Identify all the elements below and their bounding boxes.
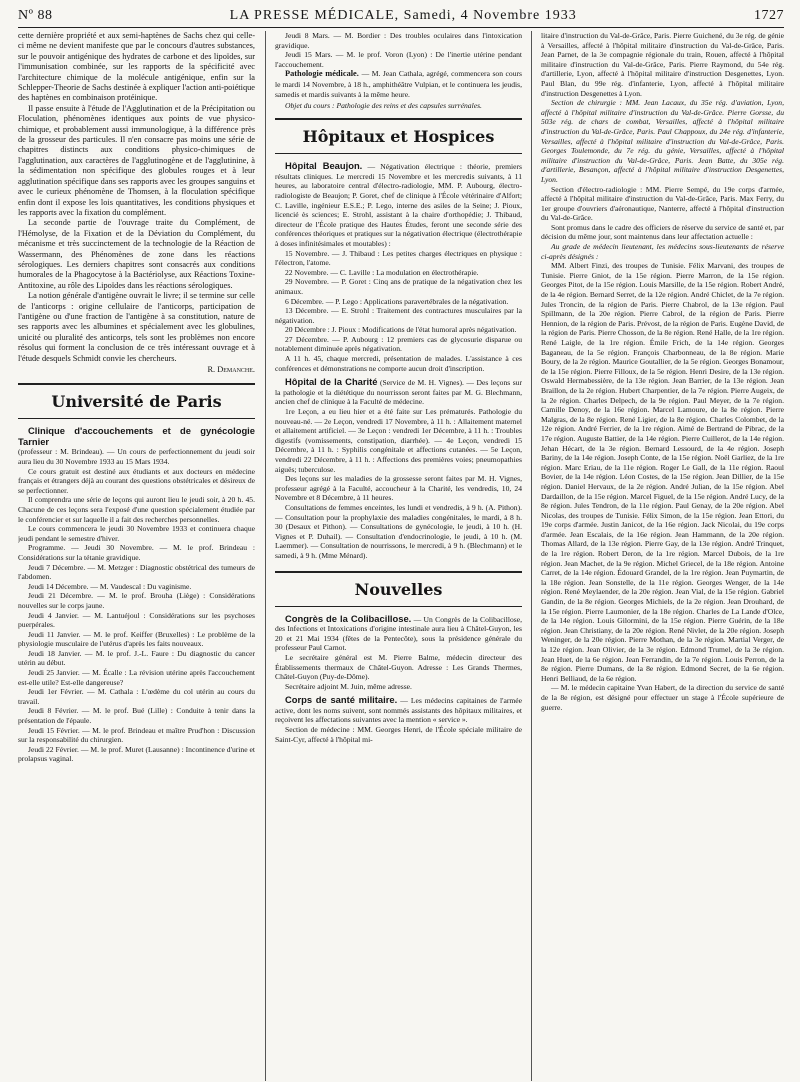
- paragraph: Sont promus dans le cadre des officiers de réserve du service de santé et, par décision du même jour, sont maintenus dans leur affectation actuelle :: [541, 222, 784, 242]
- paragraph: A 11 h. 45, chaque mercredi, présentation de malades. L'assistance à ces conférences et démonstrations ne comporte aucun droit d'inscription.: [275, 354, 522, 373]
- column-middle: [266, 31, 532, 1081]
- paragraph: (professeur : M. Brindeau). — Un cours de perfectionnement du jeudi soir aura lieu du 30 Novembre 1933 au 15 Mars 1934.: [18, 447, 255, 466]
- subsection-title-beaujon: Hôpital Beaujon.: [285, 160, 363, 172]
- issue-number: Nº 88: [18, 8, 53, 23]
- paragraph: Section de médecine : MM. Georges Henri, de l'École spéciale militaire de Saint-Cyr, affecté à l'hôpital mi-: [275, 725, 522, 744]
- column-right: [532, 31, 784, 1081]
- page-number: 1727: [754, 8, 784, 23]
- subsection-title-pathologie: Pathologie médicale.: [285, 69, 359, 79]
- program-item: Jeudi 21 Décembre. — M. le prof. Brouha (Liège) : Considérations nouvelles sur le corps jaune.: [18, 591, 255, 610]
- section-heading-nouvelles: Nouvelles: [275, 571, 522, 607]
- paragraph: La seconde partie de l'ouvrage traite du Complément, de l'Hémolyse, de la Fixation et de la Déviation du Complément, du mécanisme et très succinctement de la technologie de la Réaction de Wassermann, des Phénomènes de zone dans les réactions sérologiques. Les derniers chapitres sont consacrés aux conditions humorales de la Phagocytose à la Bactériolyse, aux Réactions Toxine-Antitoxine, au rôle des Lipoïdes dans les réactions sérologiques.: [18, 218, 255, 290]
- paragraph: (Service de M. H. Vignes). — Des leçons sur la pathologie et la diététique du nourrisson seront faites par M. G. Blechmann, ancien chef de clinique à la Faculté de médecine.: [275, 378, 522, 407]
- author-signature: R. Demanche.: [207, 365, 255, 374]
- column-left: [18, 31, 266, 1081]
- program-item: Jeudi 8 Février. — M. le prof. Bué (Lille) : Conduite à tenir dans la présentation de l'épaule.: [18, 706, 255, 726]
- subsection-title-colibacillose: Congrès de la Colibacillose.: [285, 612, 412, 624]
- paragraph: cette dernière propriété et aux semi-haptènes de Sachs chez qui celle-ci même ne devient manifeste que par le concours d'autres substances, sur le pouvoir antigénique des hydrates de carbone et des lipoïdes, sur l'immunisation combinée, sur les rapports de la spécificité avec l'architecture chimique de la molécule antigénique, enfin sur la Schlepper-Theorie de Sachs destinée à expliquer l'action anti-poiétique des haptènes en combinaison protéinique.: [18, 31, 255, 103]
- lecture-item: 29 Novembre. — P. Goret : Cinq ans de pratique de la négativation chez les animaux.: [275, 277, 522, 296]
- program-item: Jeudi 11 Janvier. — M. le prof. Keiffer (Bruxelles) : Le problème de la physiologie musculaire de l'utérus d'après les faits nouveaux.: [18, 629, 255, 649]
- lecture-item: 15 Novembre. — J. Thibaud : Les petites charges électriques en physique : l'électron, l'atome.: [275, 248, 522, 268]
- paragraph: La notion générale d'antigène ouvrait le livre; il se termine sur celle de l'anticorps : origine cellulaire de l'anticorps, participation de l'antigène ou d'une fraction de l'antigène à sa constitution, nature de ses rapports avec les albumines et spécialement avec les globulines, unicité ou pluralité des anticorps, tels sont les problèmes non encore résolus qui forment la conclusion de ce très intéressant ouvrage et à l'étude desquels Schmidt convie les chercheurs.: [18, 291, 255, 363]
- paragraph: Il comprendra une série de leçons qui auront lieu le jeudi soir, à 20 h. 45. Chacune de ces leçons sera l'exposé d'une question spécialement étudiée par le conférencier et sur laquelle il a fait des recherches personnelles.: [18, 495, 255, 524]
- subsection-title-corps-sante: Corps de santé militaire.: [285, 694, 398, 706]
- subsection-title-charite: Hôpital de la Charité: [285, 376, 378, 388]
- paragraph: Des leçons sur les maladies de la grossesse seront faites par M. H. Vignes, professeur agrégé à la Faculté, accoucheur à la Charité, les vendredis, 10, 24 Novembre et 8 Décembre, à 11 heures.: [275, 474, 522, 503]
- program-item: Jeudi 4 Janvier. — M. Lantuéjoul : Considérations sur les psychoses puerpérales.: [18, 610, 255, 630]
- paragraph: — Un Congrès de la Colibacillose, des Infections et Intoxications d'origine intestinale aura lieu à Châtel-Guyon, les 20 et 21 Mai 1934 (fêtes de la Pentecôte), sous la présidence générale du professeur Paul Carnot.: [275, 614, 523, 653]
- paragraph: Le secrétaire général est M. Pierre Balme, médecin directeur des Établissements thermaux de Châtel-Guyon. Adresse : Les Grands Thermes, Châtel-Guyon (Puy-de-Dôme).: [275, 652, 522, 682]
- paragraph: Secrétaire adjoint M. Juin, même adresse.: [285, 681, 412, 691]
- program-item: Jeudi 18 Janvier. — M. le prof. J.-L. Faure : Du diagnostic du cancer utérin au début.: [18, 648, 255, 668]
- course-object: Objet du cours : Pathologie des reins et des capsules surrénales.: [285, 100, 482, 110]
- lecture-item: 27 Décembre. — P. Aubourg : 12 premiers cas de glycosurie disparue ou notablement diminuée après négativation.: [275, 334, 522, 354]
- paragraph: Section de chirurgie : MM. Jean Lacaux, du 35e rég. d'aviation, Lyon, affecté à l'hôpital militaire d'instruction du Val-de-Grâce. Pierre Gorsse, du 503e rég. de chars de combat, Versailles, affecté à l'hôpital militaire d'instruction du Val-de-Grâce, Paris. Paul Chappoux, du 24e rég. d'infanterie, Versailles, affecté à l'hôpital militaire d'instruction du Val-de-Grâce, Paris. Georges Toulemonde, du 7e rég. du génie, Versailles, affecté à l'hôpital militaire d'instruction du Val-de-Grâce, Paris. Jean Batte, du 305e rég. d'artillerie, Besançon, affecté à l'hôpital militaire d'instruction Desgenettes, Lyon.: [541, 98, 784, 184]
- program-item: Jeudi 7 Décembre. — M. Metzger : Diagnostic obstétrical des tumeurs de l'abdomen.: [18, 562, 255, 582]
- section-heading-universite: Université de Paris: [18, 383, 255, 419]
- lecture-item: 6 Décembre. — P. Lego : Applications paravertébrales de la négativation.: [285, 296, 509, 306]
- lecture-item: 13 Décembre. — E. Strohl : Traitement des contractures musculaires par la négativation.: [275, 306, 522, 325]
- paragraph: Consultations de femmes enceintes, les lundi et vendredis, à 9 h. (A. Pithon). — Consultation pour la prophylaxie des maladies congénitales, le mardi, à 8 h. 30 (Desaux et Pithon). — Consultations de gynécologie, le jeudi, à 10 h. (H. Vignes et P. Duhail). — Consultation d'endocrinologie, le jeudi, à 10 h. (M. Laemmer). — Consultation de nourrissons, le mercredi, à 9 h. (Blechmann) et le samedi, à 9 h. (Mme Ménard).: [275, 502, 522, 560]
- paragraph: — Les médecins capitaines de l'armée active, dont les noms suivent, sont nommés assistants des hôpitaux militaires, et reçoivent les affectations suivantes avec la mention « service ».: [275, 696, 523, 725]
- paragraph: — M. Jean Cathala, agrégé, commencera son cours le mardi 14 Novembre, à 18 h., amphithéâtre Vulpian, et le continuera les jeudis, samedis et mardis suivants à la même heure.: [275, 69, 522, 100]
- paragraph: — M. le médecin capitaine Yvan Habert, de la direction du service de santé de la 8e région, est désigné pour effectuer un stage à l'École supérieure de guerre.: [541, 683, 784, 712]
- masthead: [18, 0, 784, 28]
- paragraph: — Négativation électrique : théorie, premiers résultats cliniques. Le mercredi 15 Novembre et les mercredis suivants, à 11 heures, au laboratoire central d'électro-radiologie, MM. P. Aubourg, électro-radiologiste de Beaujon; P. Goret, chef de clinique à l'École vétérinaire d'Alfort; C. Laville, ingénieur E.S.E.; P. Lego, interne des asiles de la Seine; J. Pioux, licencié ès sciences; E. Strohl, assistant à la chaire d'orthopédie; J. Thibaud, directeur de l'École pratique des Hautes Études, feront une seconde série des conférences théoriques et pratiques sur la négativation électrique (électrothérapie à doses infinitésimales et moutables) :: [275, 162, 522, 248]
- promotion-list: MM. Albert Finzi, des troupes de Tunisie. Félix Marvani, des troupes de Tunisie. Pierre Gniot, de la 15e région. Pierre Marron, de la 15e région. Georges Pitot, de la 15e région. Louis Marsille, de la 15e région. Robert André, de la 4e région. Bernard Serret, de la 12e région. André Chiclet, de la 7e région. Jules Troncin, de la région de Paris. Pierre Chabrol, de la 13e région. Paul Spillmann, de la 20e région. Pierre Cabrol, de la région de Paris. Pierre Hennion, de la région de Paris. Prévost, de la région de Paris. Eugène David, de la région de Paris. Pierre Chosson, de la 8e région. René Halle, de la 1re région. René Laigle, de la 1re région. Émile Frich, de la 14e région. Georges Baganeau, de la 5e région. François Charbonneau, de la 8e région. Marie Boury, de la 2e région. Maurice Goutallier, de la 5e région. Georges Bonamour, de la 15e région. Pierre Filloux, de la 5e région. Henri Desire, de la 13e région. Oswald Hermabessière, de la 13e région. Jean Barrier, de la 13e région. Jean Braillon, de la 2e région. Hubert Charpentier, de la 7e région. Pierre Augeix, de la 2e région. Charles Delpech, de la 9e région. Paul Meyer, de la 7e région. Camille Denoy, de la 16e région. Marcel Lamoure, de la 8e région. Pierre Malgras, de la 8e région. René Ligier, de la 8e région. Charles Colombet, de la 12e région. André Ferrier, de la 1re région. Aimé de Bertrand de Pibrac, de la 17e région. Auguste Battier, de la 14e région. Pierre Cuillerot, de la 14e région. Jehan Hécart, de la 3e région. Bernard Lessourd, de la 4e région. Joseph Bariny, de la 14e région. Joseph Conte, de la 15e région. Noël Garliez, de la 1re région. Marc Eriau, de la 11e région. Roger Le Gall, de la 11e région. Raoul Bovier, de la 14e région. Léon Costes, de la 15e région. Jean Dillier, de la 15e région. Daniel Hervaux, de la 2e région. André Julian, de la 15e région. Abel Dardaillon, de la 15e région. Marcel Figuel, de la 15e région. André Lucy, de la 8e région. Jules Tendron, de la 11e région. Paul Genay, de la 20e région. Abel Nicolas, des troupes de Tunisie. Félix Simon, de la 15e région. Jean Ettori, du 19e corps d'armée. Justin Janicot, de la 16e région. Jack Nicolai, du 19e corps d'armée. Jean Escalais, de la 16e région. Jean Hammann, de la 20e région. Thomas Allard, de la 13e région. Pierre Gay, de la 13e région. André Trinquet, de la 1re région. Robert Deron, de la 1re région. Marcel Dubois, de la 1re région. Jean Machet, de la 9e région. Michel Griecel, de la 18e région. Antoine Carret, de la 14e région. Édouard Grandel, de la 1re région. Jean Puymartin, de la 18e région. Jean Sonstelle, de la 11e région. Georges Wenger, de la 14e région. René Meylaender, de la 20e région. Jean Vial, de la 15e région. Gabriel Gandin, de la 8e région. Georges Michiels, de la 2e région. Jean Drouhard, de la 15e région. Pierre Laumonier, de la 18e région. Charles de La Lande d'Olce, de la 14e région. Louis Gilormini, de la 15e région. Pierre Guérin, de la 18e région. Jean Christiany, de la 20e région. René Nivlet, de la 20e région. Joseph Weninger, de la 20e région. Pierre Mothan, de la 3e région. Martial Verger, de la 12e région. Jean Olivier, de la 3e région. Edmond Trumel, de la 3e région. Jean Huet, de la 6e région. Jean Ferrandin, de la 7e région. Louis Perron, de la 8e région. Pierre Dumans, de la 8e région. Edmond Secret, de la 6e région. Henri Belliaud, de la 6e région.: [541, 261, 784, 683]
- paragraph: Le cours commencera le jeudi 30 Novembre 1933 et continuera chaque jeudi pendant le semestre d'hiver.: [18, 524, 255, 543]
- program-item: Jeudi 1er Février. — M. Cathala : L'œdème du col utérin au cours du travail.: [18, 687, 255, 706]
- paragraph: 1re Leçon, a eu lieu hier et a été faite sur Les prématurés. Pathologie du nouveau-né. — 2e Leçon, vendredi 17 Novembre, à 11 h. : Allaitement maternel et allaitement artificiel. — 3e Leçon : vendredi 1er Décembre, à 11 h. : Troubles digestifs (vomissements, constipation, diarrhée). — 4e Leçon, vendredi 15 Décembre, à 11 h. : Syphilis congénitale et affections cutanées. — 5e Leçon, vendredi 22 Décembre, à 11 h. : Affections des premières voies; pneumopathies aiguës; tuberculose.: [275, 407, 522, 474]
- section-heading-hopitaux: Hôpitaux et Hospices: [275, 118, 522, 154]
- columns: [18, 31, 784, 1081]
- paragraph: Il passe ensuite à l'étude de l'Agglutination et de la Précipitation ou Floculation, phénomènes identiques aux points de vue physico-chimique, et probablement aussi immunologique, à la différence près de la grosseur des particules. Il n'en consacre pas moins une série de chapitres distincts aux conditions physico-chimiques de l'agglutination, aux caractères de l'agglutinogène et de l'agglutinine, à la sédimentation non spécifique des globules rouges et à leur agglutination spécifique dans ses rapports avec les groupes sanguins et avec le curieux phénomène de Thomsen, à la floculation spécifique enfin dont il expose les lois quantitatives, les conditions physiques et les rapports avec la fixation du complément.: [18, 103, 255, 217]
- program-item: Jeudi 25 Janvier. — M. Écalle : La révision utérine après l'accouchement est-elle utile? Est-elle dangereuse?: [18, 668, 255, 687]
- lecture-item: 20 Décembre : J. Pioux : Modifications de l'état humoral après négativation.: [285, 325, 517, 335]
- program-item: Jeudi 15 Mars. — M. le prof. Voron (Lyon) : De l'inertie utérine pendant l'accouchement.: [275, 50, 522, 69]
- publication-title: LA PRESSE MÉDICALE, Samedi, 4 Novembre 1933: [229, 8, 577, 23]
- lecture-item: 22 Novembre. — C. Laville : La modulation en électrothérapie.: [285, 267, 479, 277]
- program-item: Programme. — Jeudi 30 Novembre. — M. le prof. Brindeau : Considérations sur la tétanie gravidique.: [18, 543, 255, 562]
- paragraph: Au grade de médecin lieutenant, les médecins sous-lieutenants de réserve ci-après désignés :: [541, 242, 784, 261]
- program-item: Jeudi 15 Février. — M. le prof. Brindeau et maître Prud'hon : Discussion sur la responsabilité du chirurgien.: [18, 725, 255, 745]
- paragraph: Ce cours gratuit est destiné aux étudiants et aux docteurs en médecine français et étrangers déjà au courant des questions obstétricales et désireux de se perfectionner.: [18, 466, 255, 495]
- program-item: Jeudi 14 Décembre. — M. Vaudescal : Du vaginisme.: [28, 581, 192, 591]
- program-item: Jeudi 8 Mars. — M. Bordier : Des troubles oculaires dans l'intoxication gravidique.: [275, 31, 522, 50]
- paragraph: Section d'électro-radiologie : MM. Pierre Sempé, du 19e corps d'armée, affecté à l'hôpital militaire d'instruction du Val-de-Grâce, Paris. Max Ferry, du 1er groupe d'ouvriers d'aéronautique, Nanterre, affecté à l'hôpital d'instruction du Val-de-Grâce.: [541, 184, 784, 223]
- paragraph: litaire d'instruction du Val-de-Grâce, Paris. Pierre Guichené, du 3e rég. de génie à Versailles, affecté à l'hôpital militaire d'instruction du Val-de-Grâce, Paris. Jean Parnet, de la 3e compagnie régionale du train, Rouen, affecté à l'hôpital militaire d'instruction du Val-de-Grâce, Paris. Pierre Raymond, du 54e rég. d'artillerie, Lyon, affecté à l'hôpital militaire d'instruction Desgenettes, Lyon. Paul Blan, du 99e rég. d'infanterie, Lyon, affecté à l'hôpital militaire d'instruction Desgenettes à Lyon.: [541, 31, 784, 98]
- program-item: Jeudi 22 Février. — M. le prof. Muret (Lausanne) : Incontinence d'urine et prolapsus vaginal.: [18, 744, 255, 764]
- subsection-title-tarnier: Clinique d'accouchements et de gynécologie Tarnier: [18, 425, 255, 448]
